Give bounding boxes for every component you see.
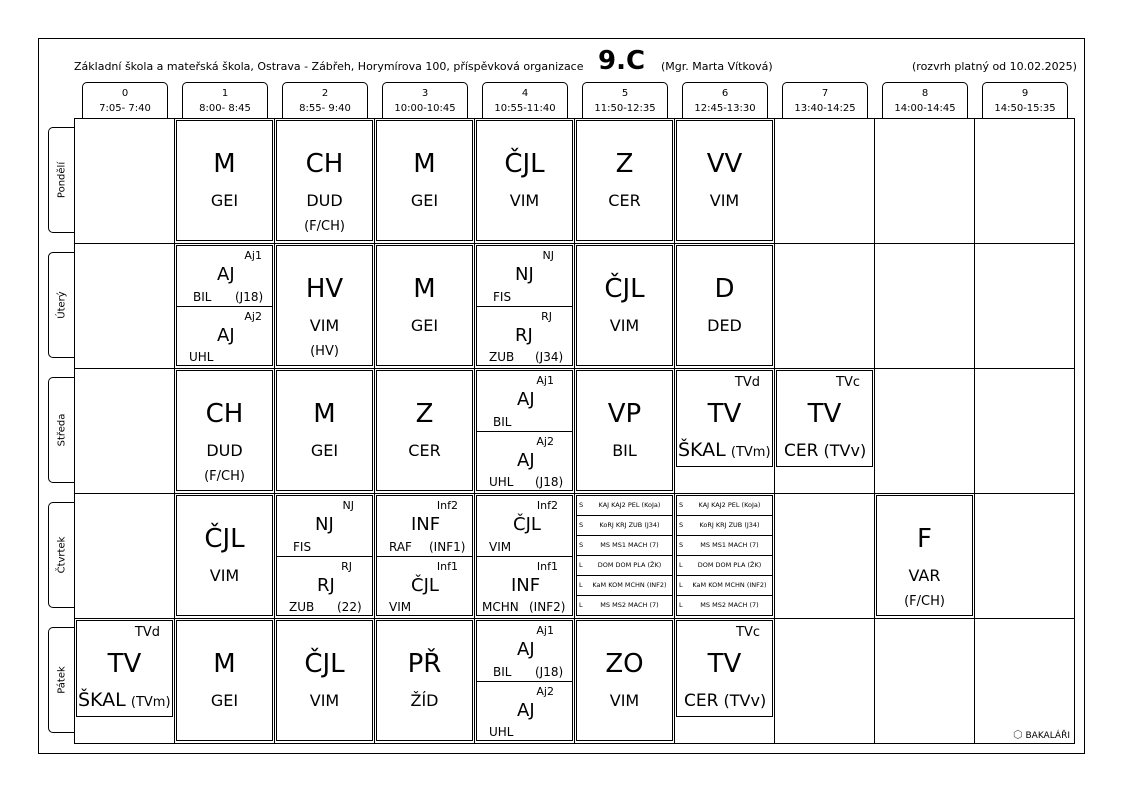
subject: AJ [517, 450, 535, 471]
teacher: GEI [410, 191, 439, 210]
subject: RJ [515, 325, 533, 346]
room: (TVv) [723, 691, 767, 710]
optional-lesson[interactable] [677, 496, 772, 516]
lesson-cell[interactable] [276, 370, 373, 491]
lesson-info: MS MS2 MACH (7) [700, 601, 759, 609]
lesson-cell[interactable] [376, 120, 473, 241]
lesson-info: DOM DOM PLA (ŽK) [597, 561, 662, 569]
lesson-cell[interactable] [176, 120, 273, 241]
teacher: UHL [189, 350, 214, 364]
group: Inf1 [436, 560, 458, 573]
teacher: VIM [489, 540, 512, 554]
period-header [982, 82, 1068, 119]
period-time: 10:55-11:40 [494, 103, 556, 114]
lesson-type: L [679, 581, 683, 589]
teacher-room [678, 439, 771, 461]
period-number: 7 [821, 88, 829, 99]
day-label-thursday [48, 502, 75, 608]
room: (22) [337, 600, 362, 614]
day-label-friday [48, 627, 75, 733]
teacher: DUD [306, 191, 343, 210]
teacher: MCHN [482, 600, 519, 614]
lesson-type: S [579, 541, 584, 549]
teacher: VIM [309, 691, 340, 710]
group: TVc [736, 625, 760, 640]
period-time: 11:50-12:35 [594, 103, 656, 114]
group: Aj1 [536, 624, 554, 637]
lesson-cell[interactable] [476, 120, 573, 241]
class-teacher: (Mgr. Marta Vítková) [661, 60, 773, 73]
teacher: DED [707, 316, 742, 335]
teacher: FIS [493, 290, 512, 304]
school-name: Základní škola a mateřská škola, Ostrava - Zábřeh, Horymírova 100, příspěvková organizace [74, 60, 584, 73]
room: (J18) [535, 475, 564, 489]
teacher: CER [684, 691, 719, 711]
optional-lessons-cell[interactable] [676, 495, 773, 616]
lesson-cell[interactable] [376, 370, 473, 491]
lesson-type: S [679, 501, 684, 509]
grid-line [874, 118, 875, 744]
lesson-cell[interactable] [276, 620, 373, 741]
teacher: CER [784, 441, 819, 461]
subject: TV [107, 649, 142, 679]
optional-lesson[interactable] [677, 556, 772, 576]
lesson-info: MS MS1 MACH (7) [700, 541, 759, 549]
lesson-cell-split[interactable] [476, 495, 573, 616]
grid-line [74, 368, 1075, 369]
lesson-info: KAJ KAJ2 PEL (KoJa) [598, 501, 661, 509]
subject: NJ [315, 514, 334, 535]
group-lesson[interactable] [377, 556, 472, 616]
subject: Z [415, 399, 434, 429]
teacher: BIL [193, 290, 212, 304]
period-header [482, 82, 568, 119]
subject: D [714, 274, 735, 304]
period-number: 4 [521, 88, 529, 99]
room: (F/CH) [204, 469, 245, 484]
room: (F/CH) [904, 594, 945, 609]
period-header [682, 82, 768, 119]
teacher: BIL [612, 441, 637, 460]
period-number: 1 [221, 88, 229, 99]
group-lesson[interactable] [477, 681, 572, 741]
subject: ČJL [504, 149, 545, 179]
group: Aj2 [536, 435, 554, 448]
subject: CH [305, 149, 344, 179]
lesson-cell[interactable] [576, 620, 673, 741]
grid-line [474, 118, 475, 744]
group: Aj2 [536, 685, 554, 698]
subject: F [917, 524, 932, 554]
lesson-type: L [579, 581, 583, 589]
room: (INF2) [529, 600, 566, 614]
teacher-room [784, 441, 866, 461]
subject: NJ [515, 264, 534, 285]
lesson-type: S [679, 521, 684, 529]
subject: AJ [217, 264, 235, 285]
lesson-info: KoRJ KRJ ZUB (J34) [699, 521, 760, 529]
group: Inf2 [536, 499, 558, 512]
valid-from: (rozvrh platný od 10.02.2025) [912, 60, 1077, 73]
optional-lesson[interactable] [577, 536, 672, 556]
group-lesson[interactable] [477, 371, 572, 431]
day-text: Pátek [56, 666, 68, 694]
day-text: Úterý [56, 291, 68, 319]
optional-lesson[interactable] [677, 516, 772, 536]
room: (J18) [235, 290, 264, 304]
lesson-type: L [679, 601, 683, 609]
subject: VV [706, 149, 743, 179]
optional-lessons-cell[interactable] [576, 495, 673, 616]
lesson-cell[interactable] [776, 370, 873, 467]
period-time: 14:00-14:45 [894, 103, 956, 114]
group: Aj1 [244, 249, 262, 262]
group: Aj2 [244, 310, 262, 323]
period-time: 8:55- 9:40 [299, 103, 351, 114]
group-lesson[interactable] [477, 246, 572, 306]
lesson-cell[interactable] [576, 370, 673, 491]
teacher: ZUB [289, 600, 315, 614]
teacher: GEI [410, 316, 439, 335]
period-header [282, 82, 368, 119]
grid-line [374, 118, 375, 744]
grid-line [974, 118, 975, 744]
lesson-cell[interactable] [676, 370, 773, 467]
lesson-cell-split[interactable] [176, 245, 273, 366]
lesson-type: S [579, 521, 584, 529]
grid-line [74, 243, 1075, 244]
group-lesson[interactable] [477, 496, 572, 556]
lesson-cell[interactable] [276, 245, 373, 366]
teacher: VAR [908, 566, 941, 585]
teacher: FIS [293, 540, 312, 554]
teacher-room [78, 689, 171, 711]
hexagon-logo-icon: ⬡ [1013, 728, 1023, 741]
lesson-cell[interactable] [376, 245, 473, 366]
period-time: 7:05- 7:40 [99, 103, 151, 114]
day-text: Středa [56, 413, 68, 447]
period-number: 6 [721, 88, 729, 99]
group-lesson[interactable] [477, 621, 572, 681]
subject: M [213, 649, 236, 679]
group: Aj1 [536, 374, 554, 387]
lesson-cell[interactable] [676, 120, 773, 241]
subject: PŘ [407, 649, 442, 679]
teacher: GEI [210, 691, 239, 710]
teacher: VIM [309, 316, 340, 335]
subject: VP [607, 399, 642, 429]
subject: M [213, 149, 236, 179]
day-label-monday [48, 127, 75, 233]
period-number: 9 [1021, 88, 1029, 99]
lesson-cell[interactable] [176, 620, 273, 741]
room: (TVv) [823, 441, 867, 460]
day-label-tuesday [48, 252, 75, 358]
group-lesson[interactable] [277, 556, 372, 616]
teacher-room [684, 691, 766, 711]
optional-lesson[interactable] [577, 596, 672, 616]
lesson-cell-split[interactable] [276, 495, 373, 616]
teacher: ZUB [489, 350, 515, 364]
subject: CH [205, 399, 244, 429]
teacher: ŽÍD [410, 691, 439, 710]
teacher: ŠKAL [678, 439, 726, 461]
room: (J34) [535, 350, 564, 364]
subject: Z [615, 149, 634, 179]
subject: M [413, 149, 436, 179]
period-number: 0 [121, 88, 129, 99]
teacher: UHL [489, 725, 514, 739]
group: Inf1 [536, 560, 558, 573]
teacher: VIM [609, 691, 640, 710]
teacher: ŠKAL [78, 689, 126, 711]
subject: M [413, 274, 436, 304]
subject: ČJL [204, 524, 245, 554]
lesson-cell[interactable] [676, 245, 773, 366]
lesson-info: KAJ KAJ2 PEL (KoJa) [698, 501, 761, 509]
period-number: 3 [421, 88, 429, 99]
grid-line [574, 118, 575, 744]
group: Inf2 [436, 499, 458, 512]
group-lesson[interactable] [477, 556, 572, 616]
subject: AJ [217, 325, 235, 346]
lesson-cell[interactable] [376, 620, 473, 741]
optional-lesson[interactable] [577, 496, 672, 516]
period-header [182, 82, 268, 119]
optional-lesson[interactable] [677, 536, 772, 556]
room: (J18) [535, 665, 564, 679]
class-name: 9.C [598, 46, 646, 76]
group: TVc [836, 375, 860, 390]
period-time: 8:00- 8:45 [199, 103, 251, 114]
teacher: VIM [509, 191, 540, 210]
subject: TV [807, 399, 842, 429]
period-number: 5 [621, 88, 629, 99]
teacher: VIM [609, 316, 640, 335]
group-lesson[interactable] [377, 496, 472, 556]
bakalari-logo [1013, 728, 1070, 741]
lesson-cell-split[interactable] [476, 370, 573, 491]
lesson-cell[interactable] [176, 495, 273, 616]
group: RJ [341, 560, 352, 573]
subject: AJ [517, 639, 535, 660]
group: NJ [542, 249, 554, 262]
group: NJ [342, 499, 354, 512]
lesson-info: MS MS1 MACH (7) [600, 541, 659, 549]
lesson-cell[interactable] [676, 620, 773, 717]
lesson-cell[interactable] [576, 120, 673, 241]
period-time: 14:50-15:35 [994, 103, 1056, 114]
subject: ČJL [513, 514, 541, 535]
period-header [582, 82, 668, 119]
teacher: VIM [389, 600, 412, 614]
room: (HV) [310, 344, 339, 359]
lesson-info: KoRJ KRJ ZUB (J34) [599, 521, 660, 529]
day-text: Pondělí [56, 161, 68, 199]
lesson-cell[interactable] [276, 120, 373, 241]
lesson-cell[interactable] [76, 620, 173, 717]
optional-lesson[interactable] [577, 516, 672, 536]
lesson-type: L [579, 601, 583, 609]
grid-line [74, 618, 1075, 619]
subject: TV [707, 399, 742, 429]
subject: ČJL [304, 649, 345, 679]
grid-line [774, 118, 775, 744]
period-time: 13:40-14:25 [794, 103, 856, 114]
subject: RJ [317, 575, 335, 596]
lesson-info: KaM KOM MCHN (INF2) [592, 581, 667, 589]
period-time: 12:45-13:30 [694, 103, 756, 114]
lesson-cell[interactable] [576, 245, 673, 366]
period-header [882, 82, 968, 119]
subject: TV [707, 649, 742, 679]
teacher: DUD [206, 441, 243, 460]
subject: M [313, 399, 336, 429]
group-lesson[interactable] [177, 246, 272, 306]
subject: ZO [605, 649, 644, 679]
period-number: 2 [321, 88, 329, 99]
lesson-type: L [579, 561, 583, 569]
lesson-info: DOM DOM PLA (ŽK) [697, 561, 762, 569]
room: (INF1) [429, 540, 466, 554]
subject: HV [305, 274, 344, 304]
teacher: BIL [493, 415, 512, 429]
lesson-info: KaM KOM MCHN (INF2) [692, 581, 767, 589]
subject: ČJL [604, 274, 645, 304]
room: (F/CH) [304, 219, 345, 234]
teacher: GEI [310, 441, 339, 460]
teacher: RAF [389, 540, 412, 554]
teacher: UHL [489, 475, 514, 489]
grid-line [74, 493, 1075, 494]
teacher: VIM [209, 566, 240, 585]
subject: AJ [517, 700, 535, 721]
lesson-type: S [579, 501, 584, 509]
grid-line [274, 118, 275, 744]
period-header [382, 82, 468, 119]
teacher: CER [408, 441, 441, 460]
subject: AJ [517, 389, 535, 410]
optional-lesson[interactable] [577, 576, 672, 596]
optional-lesson[interactable] [577, 556, 672, 576]
lesson-cell[interactable] [176, 370, 273, 491]
subject: INF [511, 575, 541, 596]
optional-lesson[interactable] [677, 576, 772, 596]
group-lesson[interactable] [177, 306, 272, 366]
lesson-type: S [679, 541, 684, 549]
group: RJ [541, 310, 552, 323]
lesson-cell[interactable] [876, 495, 973, 616]
period-header [782, 82, 868, 119]
teacher: GEI [210, 191, 239, 210]
period-number: 8 [921, 88, 929, 99]
group: TVd [734, 375, 760, 390]
day-label-wednesday [48, 377, 75, 483]
subject: INF [411, 514, 441, 535]
lesson-cell-split[interactable] [376, 495, 473, 616]
room: (TVm) [730, 445, 771, 460]
teacher: BIL [493, 665, 512, 679]
group-lesson[interactable] [477, 431, 572, 491]
group-lesson[interactable] [477, 306, 572, 366]
period-time: 10:00-10:45 [394, 103, 456, 114]
day-text: Čtvrtek [56, 536, 68, 574]
group: TVd [134, 625, 160, 640]
logo-text: BAKALÁŘI [1025, 731, 1071, 741]
subject: ČJL [411, 575, 439, 596]
lesson-info: MS MS2 MACH (7) [600, 601, 659, 609]
grid-line [674, 118, 675, 744]
teacher: CER [608, 191, 641, 210]
optional-lesson[interactable] [677, 596, 772, 616]
lesson-cell-split[interactable] [476, 620, 573, 741]
lesson-cell-split[interactable] [476, 245, 573, 366]
room: (TVm) [130, 695, 171, 710]
lesson-type: L [679, 561, 683, 569]
grid-line [174, 118, 175, 744]
group-lesson[interactable] [277, 496, 372, 556]
teacher: VIM [709, 191, 740, 210]
period-header [82, 82, 168, 119]
